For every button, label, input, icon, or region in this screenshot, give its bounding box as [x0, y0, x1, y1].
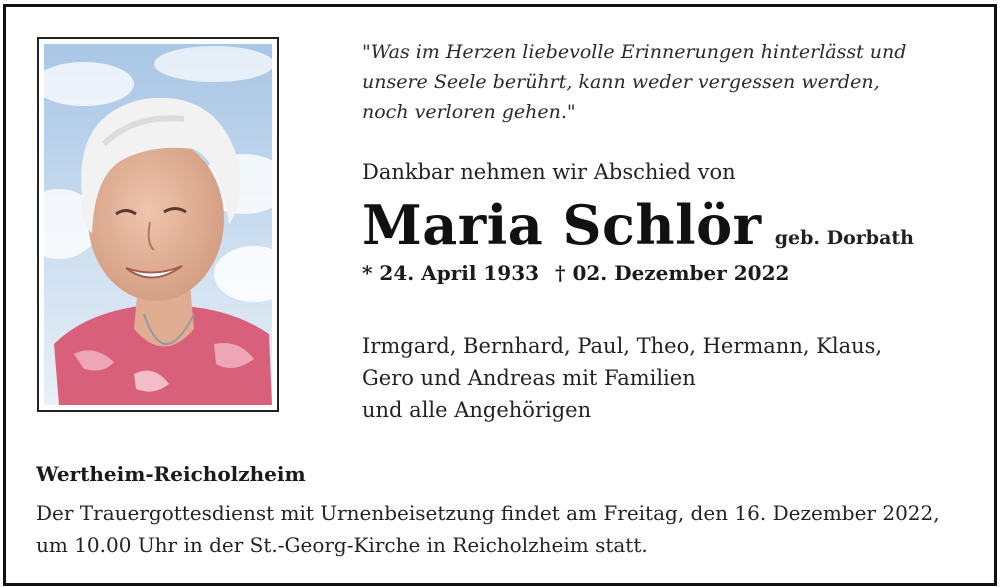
farewell-intro: Dankbar nehmen wir Abschied von — [362, 160, 736, 184]
mourners-list — [362, 330, 882, 426]
portrait-photo — [44, 44, 272, 405]
service-line: Der Trauergottesdienst mit Urnenbeisetzung findet am Freitag, den 16. Dezember 2022, — [36, 501, 940, 525]
quote-line: noch verloren gehen." — [362, 101, 576, 123]
service-notice — [36, 497, 940, 561]
birth-date: * 24. April 1933 — [362, 261, 540, 285]
mourners-line: und alle Angehörigen — [362, 398, 592, 422]
mourners-line: Irmgard, Bernhard, Paul, Theo, Hermann, Klaus, — [362, 334, 883, 358]
deceased-name-row — [362, 193, 914, 257]
memorial-quote — [362, 37, 962, 127]
location-heading: Wertheim-Reicholzheim — [36, 462, 306, 486]
service-line: um 10.00 Uhr in der St.-Georg-Kirche in Reicholzheim statt. — [36, 533, 648, 557]
mourners-line: Gero und Andreas mit Familien — [362, 366, 696, 390]
quote-line: unsere Seele berührt, kann weder vergessen werden, — [362, 71, 880, 93]
deceased-name: Maria Schlör — [362, 193, 762, 257]
birth-name: geb. Dorbath — [774, 227, 914, 249]
life-dates — [362, 261, 789, 285]
portrait-frame — [37, 37, 279, 412]
quote-line: "Was im Herzen liebevolle Erinnerungen hinterlässt und — [362, 41, 907, 63]
death-date: † 02. Dezember 2022 — [555, 261, 790, 285]
